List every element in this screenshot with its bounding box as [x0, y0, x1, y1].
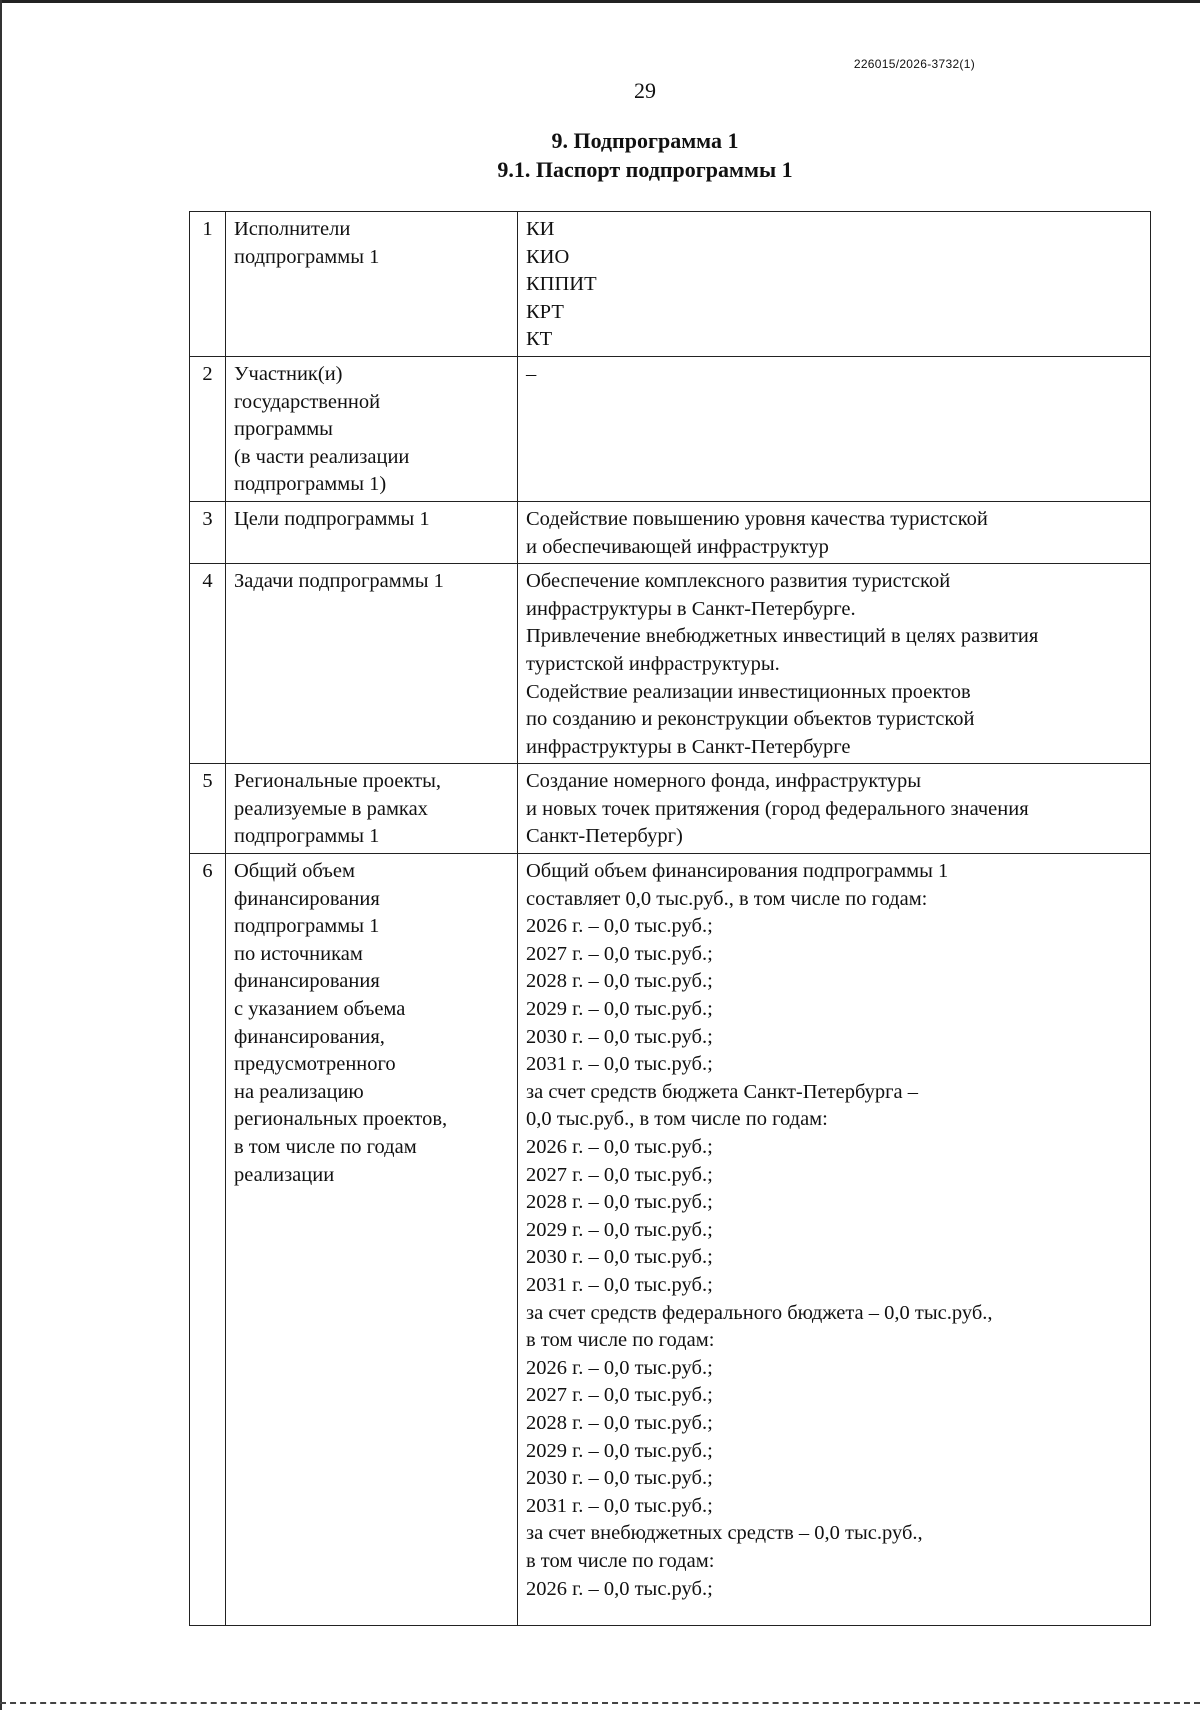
row-label [226, 501, 518, 563]
row-label-line: финансирования [234, 887, 380, 910]
row-label [226, 564, 518, 764]
row-number: 1 [190, 212, 226, 357]
row-value-line: 2026 г. – 0,0 тыс.руб.; [526, 915, 713, 938]
subsection-title: 9.1. Паспорт подпрограммы 1 [497, 157, 793, 182]
row-label-line: Задачи подпрограммы 1 [234, 570, 444, 593]
row-value-line: КРТ [526, 300, 564, 323]
row-label-line: с указанием объема [234, 998, 406, 1021]
row-value-line: 2029 г. – 0,0 тыс.руб.; [526, 998, 713, 1021]
row-number: 2 [190, 356, 226, 501]
row-label [226, 764, 518, 854]
row-value-line: Создание номерного фонда, инфраструктуры [526, 770, 922, 793]
table-row [190, 854, 1151, 1626]
table-row [190, 764, 1151, 854]
row-value-line: КИО [526, 245, 570, 268]
row-value-line: Привлечение внебюджетных инвестиций в целях развития [526, 625, 1039, 648]
row-value-line: КИ [526, 218, 555, 240]
row-label-line: на реализацию [234, 1080, 364, 1103]
row-label-line: предусмотренного [234, 1053, 396, 1076]
row-label-line: финансирования [234, 970, 380, 993]
row-value-line: 2027 г. – 0,0 тыс.руб.; [526, 1163, 713, 1186]
document-id: 226015/2026-3732(1) [853, 57, 975, 71]
row-label [226, 356, 518, 501]
row-value-line: за счет внебюджетных средств – 0,0 тыс.руб., [526, 1522, 923, 1545]
row-value [518, 764, 1151, 854]
row-number: 6 [190, 854, 226, 1626]
row-value-line: КТ [526, 328, 553, 351]
row-value [518, 356, 1151, 501]
row-value [518, 564, 1151, 764]
row-label [226, 854, 518, 1626]
row-number: 4 [190, 564, 226, 764]
row-value [518, 854, 1151, 1626]
scan-edge-top [0, 0, 1200, 3]
row-label-line: Цели подпрограммы 1 [234, 507, 430, 530]
row-label-line: программы [234, 418, 333, 441]
scan-edge-bottom [0, 1702, 1200, 1704]
row-label-line: подпрограммы 1 [234, 915, 380, 938]
row-label-line: (в части реализации [234, 445, 410, 468]
row-value-line: по созданию и реконструкции объектов туристской [526, 708, 975, 731]
row-value [518, 212, 1151, 357]
row-value-line: 2027 г. – 0,0 тыс.руб.; [526, 1384, 713, 1407]
table-row [190, 356, 1151, 501]
row-value-line: Обеспечение комплексного развития туристской [526, 570, 951, 593]
passport-table [189, 211, 1151, 1626]
row-label [226, 212, 518, 357]
row-value-line: в том числе по годам: [526, 1549, 715, 1572]
row-value-line: – [526, 362, 537, 385]
table-row [190, 212, 1151, 357]
row-label-line: подпрограммы 1 [234, 825, 380, 848]
row-label-line: подпрограммы 1) [234, 473, 387, 496]
row-value-line: КППИТ [526, 273, 597, 296]
table-row [190, 501, 1151, 563]
row-label-line: реализации [234, 1163, 335, 1186]
row-value-line: за счет средств бюджета Санкт-Петербурга – [526, 1080, 918, 1103]
passport-table-body [190, 212, 1151, 1626]
row-value-line: 2029 г. – 0,0 тыс.руб.; [526, 1218, 713, 1241]
row-value-line: Общий объем финансирования подпрограммы 1 [526, 860, 949, 883]
row-value-line: 2026 г. – 0,0 тыс.руб.; [526, 1356, 713, 1379]
row-label-line: Региональные проекты, [234, 770, 442, 793]
section-title: 9. Подпрограмма 1 [551, 128, 739, 153]
row-label-line: Исполнители [234, 218, 351, 240]
row-value-line: в том числе по годам: [526, 1329, 715, 1352]
row-value-line: 2031 г. – 0,0 тыс.руб.; [526, 1494, 713, 1517]
row-value-line: инфраструктуры в Санкт-Петербурге [526, 735, 851, 758]
row-value-line: и новых точек притяжения (город федерального значения [526, 797, 1029, 820]
row-value-line: 2030 г. – 0,0 тыс.руб.; [526, 1246, 713, 1269]
row-value-line: 2027 г. – 0,0 тыс.руб.; [526, 942, 713, 965]
row-value-line: 2030 г. – 0,0 тыс.руб.; [526, 1025, 713, 1048]
row-label-line: финансирования, [234, 1025, 385, 1048]
row-label-line: подпрограммы 1 [234, 245, 380, 268]
row-value-line: инфраструктуры в Санкт-Петербурге. [526, 597, 856, 620]
page-number: 29 [634, 78, 656, 103]
row-label-line: по источникам [234, 942, 363, 965]
row-value-line: 2028 г. – 0,0 тыс.руб.; [526, 1191, 713, 1214]
row-value-line: 2028 г. – 0,0 тыс.руб.; [526, 970, 713, 993]
row-label-line: государственной [234, 390, 381, 413]
row-value-line: и обеспечивающей инфраструктур [526, 535, 829, 558]
row-value-line: 2030 г. – 0,0 тыс.руб.; [526, 1467, 713, 1490]
row-value-line: за счет средств федерального бюджета – 0,0 тыс.руб., [526, 1301, 993, 1324]
row-label-line: в том числе по годам [234, 1136, 417, 1158]
row-value-line: 2029 г. – 0,0 тыс.руб.; [526, 1439, 713, 1462]
row-number: 3 [190, 501, 226, 563]
row-number: 5 [190, 764, 226, 854]
row-value-line: Содействие повышению уровня качества туристской [526, 507, 988, 530]
row-label-line: Общий объем [234, 860, 355, 883]
scan-edge-left [0, 0, 2, 1710]
row-value-line: Санкт-Петербург) [526, 825, 683, 848]
row-value-line: составляет 0,0 тыс.руб., в том числе по годам: [526, 887, 928, 910]
row-value-line: 0,0 тыс.руб., в том числе по годам: [526, 1108, 828, 1131]
row-label-line: реализуемые в рамках [234, 797, 428, 820]
row-value-line: 2026 г. – 0,0 тыс.руб.; [526, 1136, 713, 1158]
row-value-line: 2031 г. – 0,0 тыс.руб.; [526, 1053, 713, 1076]
row-value-line: 2031 г. – 0,0 тыс.руб.; [526, 1273, 713, 1296]
row-label-line: Участник(и) [234, 362, 343, 385]
row-label-line: региональных проектов, [234, 1108, 448, 1131]
row-value [518, 501, 1151, 563]
row-value-line: туристской инфраструктуры. [526, 652, 780, 675]
row-value-line: 2026 г. – 0,0 тыс.руб.; [526, 1577, 713, 1600]
row-value-line: Содействие реализации инвестиционных проектов [526, 680, 971, 703]
table-row [190, 564, 1151, 764]
row-value-line: 2028 г. – 0,0 тыс.руб.; [526, 1411, 713, 1434]
